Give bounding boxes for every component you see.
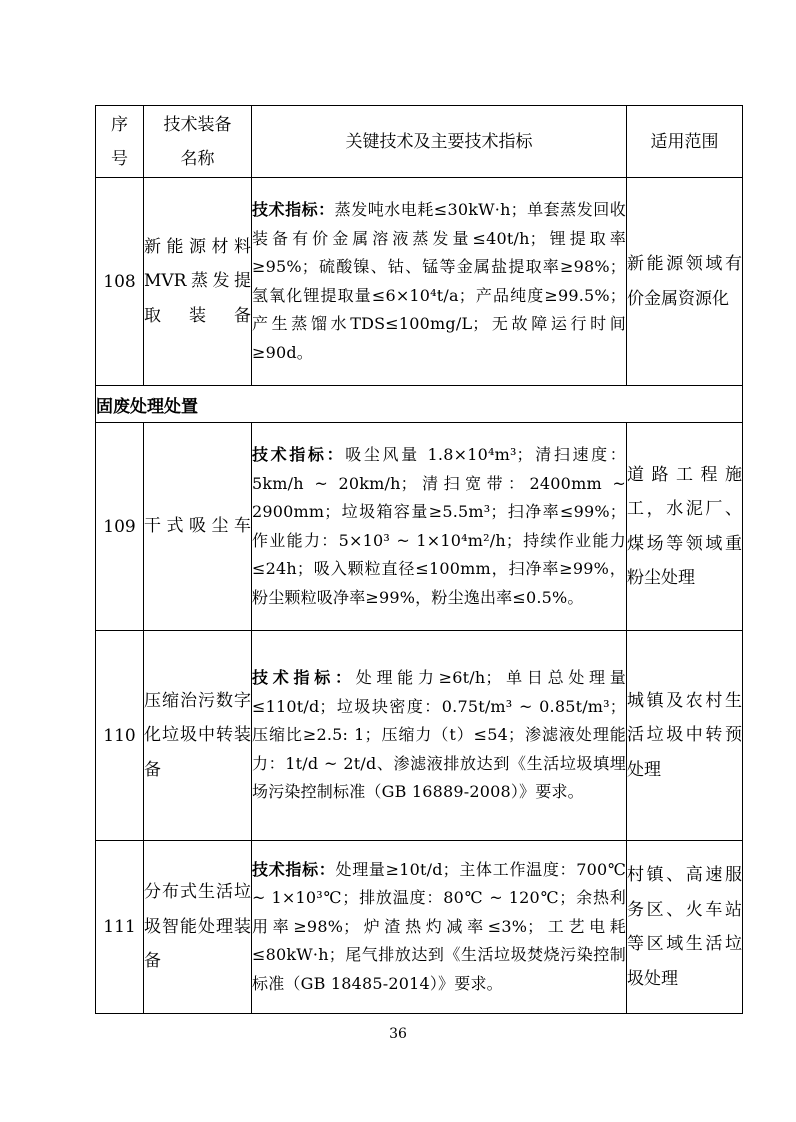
row-spec xyxy=(252,423,627,631)
spec-label: 技术指标： xyxy=(252,859,336,879)
header-name: 技术装备名称 xyxy=(144,106,252,178)
spec-text: 处理量≥10t/d；主体工作温度：700℃ ~ 1×10³℃；排放温度：80℃ ~ 120℃；余热利用率≥98%；炉渣热灼减率≤3%；工艺电耗≤80kW·h；尾气排放达到《生活垃圾焚烧污染控制标准（GB 18485-2014）》要求。 xyxy=(252,859,626,993)
spec-text: 处理能力≥6t/h；单日总处理量≤110t/d；垃圾块密度：0.75t/m³ ~ 0.85t/m³；压缩比≥2.5: 1；压缩力（t）≤54；渗滤液处理能力：1t/d ~ 2t/d、渗滤液排放达到《生活垃圾填埋场污染控制标准（GB 16889-2008）》要求。 xyxy=(252,668,626,802)
equipment-table xyxy=(95,105,743,1014)
spec-text: 吸尘风量 1.8×10⁴m³；清扫速度：5km/h ~ 20km/h；清扫宽带：2400mm ~ 2900mm；垃圾箱容量≥5.5m³；扫净率≤99%；作业能力：5×10³ ~ 1×10⁴m²/h；持续作业能力≤24h；吸入颗粒直径≤100mm，扫净率≥99%，粉尘颗粒吸净率≥99%，粉尘逸出率≤0.5%。 xyxy=(252,445,626,607)
table-row xyxy=(96,841,743,1014)
table-header-row xyxy=(96,106,743,178)
header-scope: 适用范围 xyxy=(627,106,743,178)
spec-label: 技术指标： xyxy=(252,200,335,219)
table-row xyxy=(96,631,743,841)
row-no: 108 xyxy=(96,178,144,386)
row-scope: 村镇、高速服务区、火车站等区域生活垃圾处理 xyxy=(627,841,743,1014)
row-name: 新能源材料MVR蒸发提取装备 xyxy=(144,178,252,386)
header-spec: 关键技术及主要技术指标 xyxy=(252,106,627,178)
row-scope: 新能源领域有价金属资源化 xyxy=(627,178,743,386)
section-row xyxy=(96,386,743,423)
row-no: 111 xyxy=(96,841,144,1014)
spec-label: 技术指标： xyxy=(252,445,346,464)
table-row xyxy=(96,178,743,386)
section-title: 固废处理处置 xyxy=(96,386,743,423)
row-name: 压缩治污数字化垃圾中转装备 xyxy=(144,631,252,841)
row-scope: 城镇及农村生活垃圾中转预处理 xyxy=(627,631,743,841)
row-spec xyxy=(252,841,627,1014)
row-spec xyxy=(252,178,627,386)
spec-label: 技术指标： xyxy=(252,668,356,688)
header-no: 序号 xyxy=(96,106,144,178)
row-spec xyxy=(252,631,627,841)
table-row xyxy=(96,423,743,631)
row-scope: 道路工程施工，水泥厂、煤场等领域重粉尘处理 xyxy=(627,423,743,631)
row-no: 110 xyxy=(96,631,144,841)
page-number: 36 xyxy=(389,1026,407,1042)
spec-text: 蒸发吨水电耗≤30kW·h；单套蒸发回收装备有价金属溶液蒸发量≤40t/h；锂提取率≥95%；硫酸镍、钴、锰等金属盐提取率≥98%；氢氧化锂提取量≤6×10⁴t/a；产品纯度≥99.5%；产生蒸馏水TDS≤100mg/L；无故障运行时间≥90d。 xyxy=(252,200,626,362)
row-name: 分布式生活垃圾智能处理装备 xyxy=(144,841,252,1014)
row-name: 干式吸尘车 xyxy=(144,423,252,631)
row-no: 109 xyxy=(96,423,144,631)
